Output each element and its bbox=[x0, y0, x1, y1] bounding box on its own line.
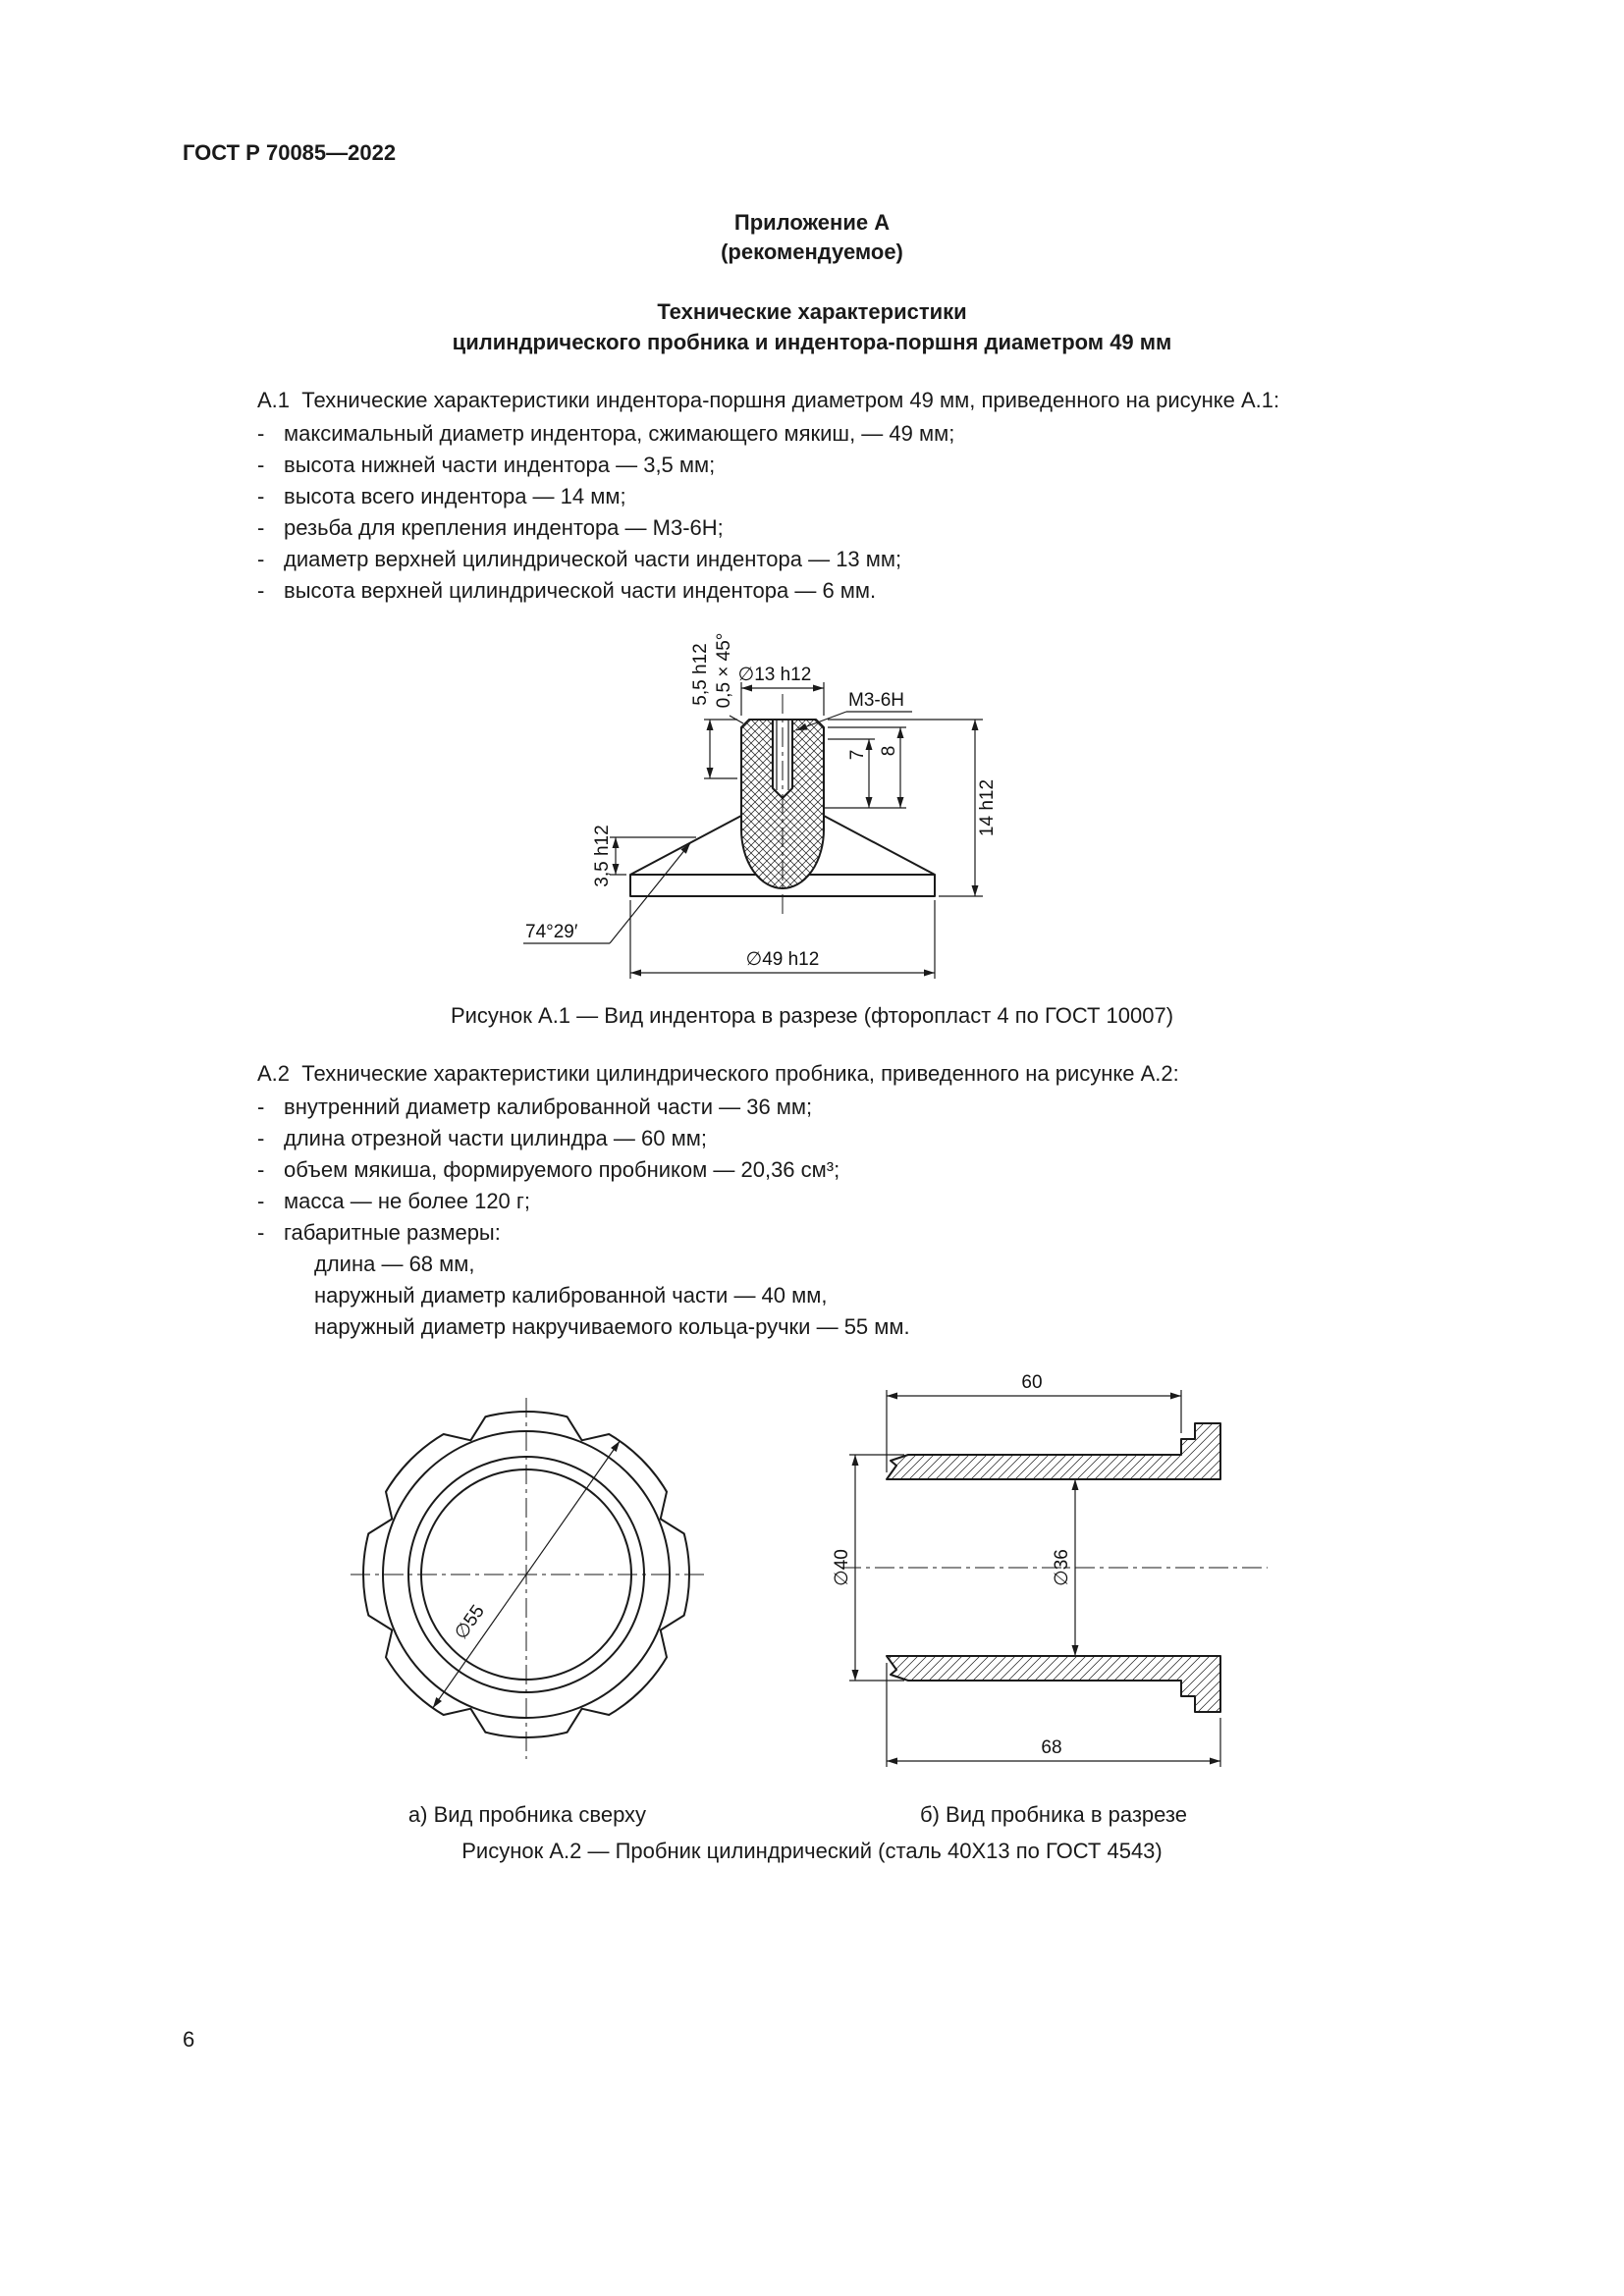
dim-label-d36: ∅36 bbox=[1052, 1549, 1072, 1586]
dimension-thread bbox=[796, 690, 912, 730]
list-marker: - bbox=[257, 1220, 265, 1245]
list-item bbox=[183, 544, 1441, 575]
list-marker: - bbox=[257, 1126, 265, 1150]
dim-label-thread: М3-6Н bbox=[848, 690, 905, 711]
dim-label-h55: 5,5 h12 bbox=[690, 643, 711, 706]
dim-label-chamfer: 0,5 × 45° bbox=[714, 632, 734, 709]
list-marker: - bbox=[257, 453, 265, 477]
section-a1-intro: А.1 Технические характеристики индентора-поршня диаметром 49 мм, приведенного на рисунке А.1: bbox=[257, 388, 1280, 412]
dim-label-d40: ∅40 bbox=[832, 1549, 852, 1586]
list-item-text: длина отрезной части цилиндра — 60 мм; bbox=[284, 1126, 707, 1150]
dimension-d13 bbox=[738, 665, 824, 716]
list-item-text: высота верхней цилиндрической части индентора — 6 мм. bbox=[284, 578, 877, 603]
list-item bbox=[183, 512, 1441, 544]
section-a2-sublist bbox=[183, 1249, 1441, 1343]
list-item-text: диаметр верхней цилиндрической части индентора — 13 мм; bbox=[284, 547, 902, 571]
figure-a1 bbox=[183, 618, 1441, 995]
list-marker: - bbox=[257, 484, 265, 508]
dim-label-d49: ∅49 h12 bbox=[745, 949, 820, 970]
cylinder-top-wall bbox=[887, 1423, 1220, 1479]
appendix-title-line2: цилиндрического пробника и индентора-поршня диаметром 49 мм bbox=[452, 330, 1172, 354]
list-item bbox=[183, 1123, 1441, 1154]
list-item bbox=[183, 1186, 1441, 1217]
list-item-text: максимальный диаметр индентора, сжимающего мякиш, — 49 мм; bbox=[284, 421, 955, 446]
section-a2-list bbox=[183, 1092, 1441, 1249]
figure-a2-top-view bbox=[345, 1386, 710, 1779]
list-item bbox=[183, 1092, 1441, 1123]
dim-label-h14: 14 h12 bbox=[977, 778, 998, 837]
list-marker: - bbox=[257, 1095, 265, 1119]
appendix-kind: (рекомендуемое) bbox=[721, 240, 903, 264]
list-item-text: габаритные размеры: bbox=[284, 1220, 501, 1245]
dim-label-len68: 68 bbox=[1041, 1737, 1062, 1758]
list-item bbox=[183, 450, 1441, 481]
list-item bbox=[183, 481, 1441, 512]
list-marker: - bbox=[257, 421, 265, 446]
list-marker: - bbox=[257, 547, 265, 571]
section-a2-intro: А.2 Технические характеристики цилиндрического пробника, приведенного на рисунке А.2: bbox=[257, 1061, 1179, 1086]
list-marker: - bbox=[257, 578, 265, 603]
sub-item: наружный диаметр калиброванной части — 40 мм, bbox=[314, 1283, 828, 1308]
list-item-text: высота всего индентора — 14 мм; bbox=[284, 484, 626, 508]
list-marker: - bbox=[257, 1157, 265, 1182]
list-item-text: внутренний диаметр калиброванной части — 36 мм; bbox=[284, 1095, 813, 1119]
dim-label-angle: 74°29′ bbox=[525, 922, 578, 942]
list-item-text: высота нижней части индентора — 3,5 мм; bbox=[284, 453, 716, 477]
list-item-text: масса — не более 120 г; bbox=[284, 1189, 531, 1213]
dim-label-h8: 8 bbox=[879, 745, 899, 757]
page-number: 6 bbox=[183, 2027, 195, 2052]
figure-a2 bbox=[183, 1366, 1441, 1831]
figure-a2-section-view-wrap bbox=[828, 1366, 1279, 1786]
list-item bbox=[183, 575, 1441, 607]
figure-a1-caption: Рисунок А.1 — Вид индентора в разрезе (фторопласт 4 по ГОСТ 10007) bbox=[450, 1003, 1174, 1028]
figure-a2-caption-a: а) Вид пробника сверху bbox=[407, 1802, 647, 1827]
list-item-text: объем мякиша, формируемого пробником — 20,36 см³; bbox=[284, 1157, 840, 1182]
dim-label-h7: 7 bbox=[847, 749, 868, 761]
figure-a2-section-view bbox=[828, 1366, 1279, 1777]
dim-label-len60: 60 bbox=[1021, 1372, 1043, 1393]
dim-label-d13: ∅13 h12 bbox=[737, 665, 812, 685]
appendix-title bbox=[183, 296, 1441, 357]
list-item bbox=[183, 1154, 1441, 1186]
cylinder-bottom-wall bbox=[887, 1656, 1220, 1712]
sub-item: длина — 68 мм, bbox=[314, 1252, 475, 1276]
list-item bbox=[183, 1217, 1441, 1249]
appendix-label: Приложение А bbox=[733, 210, 891, 235]
sub-item: наружный диаметр накручиваемого кольца-ручки — 55 мм. bbox=[314, 1314, 910, 1339]
dim-label-d55: ∅55 bbox=[451, 1601, 489, 1644]
figure-a2-caption-b: б) Вид пробника в разрезе bbox=[919, 1802, 1187, 1827]
section-a1-list bbox=[183, 418, 1441, 607]
figure-a1-drawing bbox=[468, 618, 1156, 987]
dim-label-h35: 3,5 h12 bbox=[592, 825, 613, 887]
list-item bbox=[183, 418, 1441, 450]
list-marker: - bbox=[257, 515, 265, 540]
figure-a2-caption: Рисунок А.2 — Пробник цилиндрический (сталь 40Х13 по ГОСТ 4543) bbox=[461, 1839, 1163, 1863]
list-item-text: резьба для крепления индентора — М3-6Н; bbox=[284, 515, 724, 540]
list-marker: - bbox=[257, 1189, 265, 1213]
figure-a2-top-view-wrap bbox=[345, 1366, 710, 1788]
page-header: ГОСТ Р 70085—2022 bbox=[183, 140, 397, 165]
appendix-title-line1: Технические характеристики bbox=[657, 299, 967, 324]
dimension-d36 bbox=[1052, 1479, 1075, 1656]
